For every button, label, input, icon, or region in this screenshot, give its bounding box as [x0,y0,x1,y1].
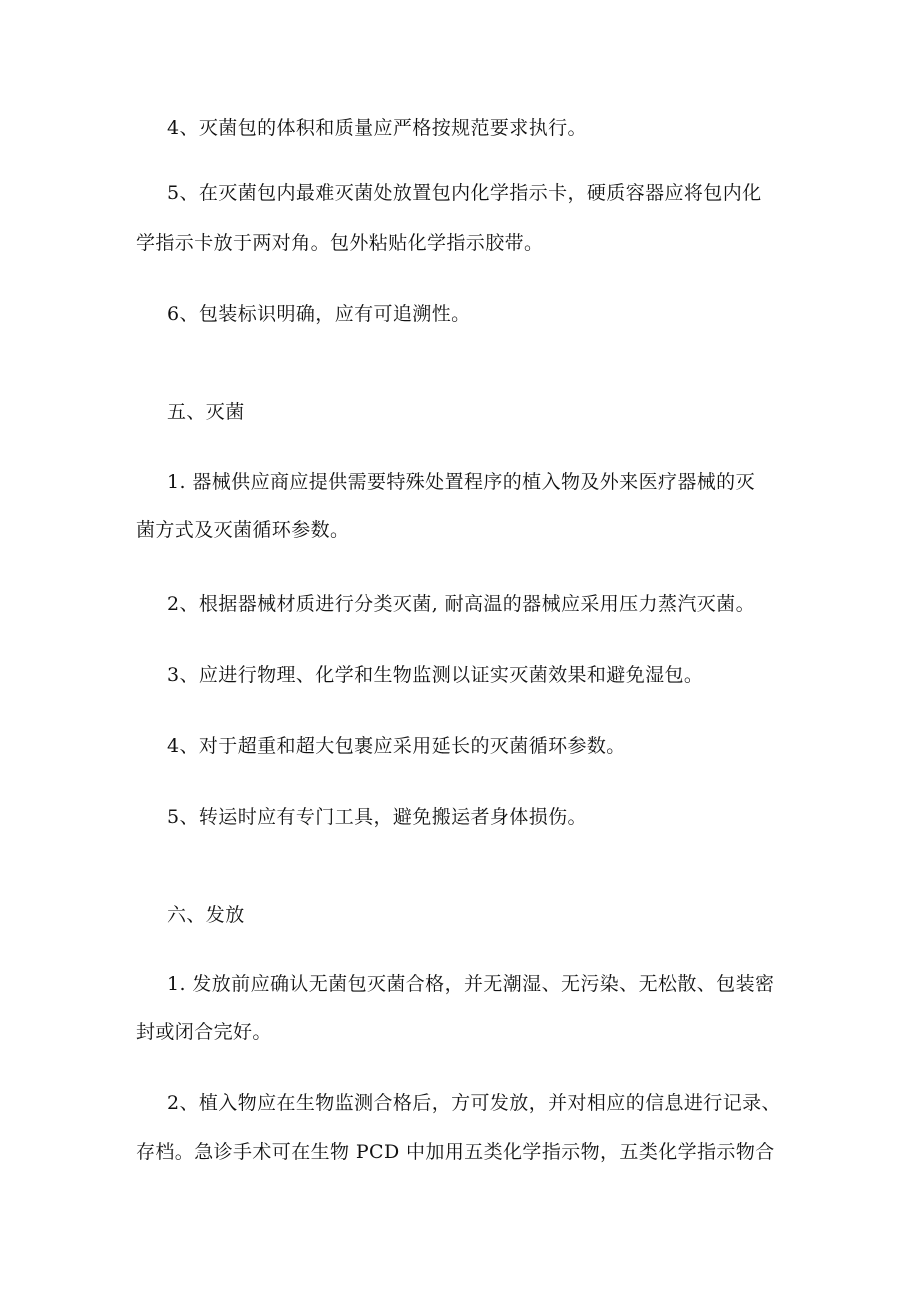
item-4-5-line-2: 学指示卡放于两对角。包外粘贴化学指示胶带。 [136,232,544,254]
item-6-1-line-1: 1. 发放前应确认无菌包灭菌合格，并无潮湿、无污染、无松散、包装密 [167,973,775,995]
item-6-2-line-1: 2、植入物应在生物监测合格后，方可发放，并对相应的信息进行记录、 [167,1092,781,1114]
item-5-4-line-1: 4、对于超重和超大包裹应采用延长的灭菌循环参数。 [167,735,626,757]
item-5-5-line-1: 5、转运时应有专门工具，避免搬运者身体损伤。 [167,806,587,828]
item-4-5-line-1: 5、在灭菌包内最难灭菌处放置包内化学指示卡，硬质容器应将包内化 [167,182,762,204]
item-6-2-line-2: 存档。急诊手术可在生物 PCD 中加用五类化学指示物，五类化学指示物合 [136,1141,775,1163]
item-5-1-line-2: 菌方式及灭菌循环参数。 [136,519,350,541]
item-5-2-line-1: 2、根据器械材质进行分类灭菌, 耐高温的器械应采用压力蒸汽灭菌。 [167,593,755,615]
item-5-3-line-1: 3、应进行物理、化学和生物监测以证实灭菌效果和避免湿包。 [167,664,704,686]
section-5-heading: 五、灭菌 [167,401,245,423]
section-6-heading: 六、发放 [167,904,245,926]
item-6-1-line-2: 封或闭合完好。 [136,1021,272,1043]
item-5-1-line-1: 1. 器械供应商应提供需要特殊处置程序的植入物及外来医疗器械的灭 [167,471,755,493]
item-4-4-line-1: 4、灭菌包的体积和质量应严格按规范要求执行。 [167,117,587,139]
item-4-6-line-1: 6、包装标识明确，应有可追溯性。 [167,303,471,325]
